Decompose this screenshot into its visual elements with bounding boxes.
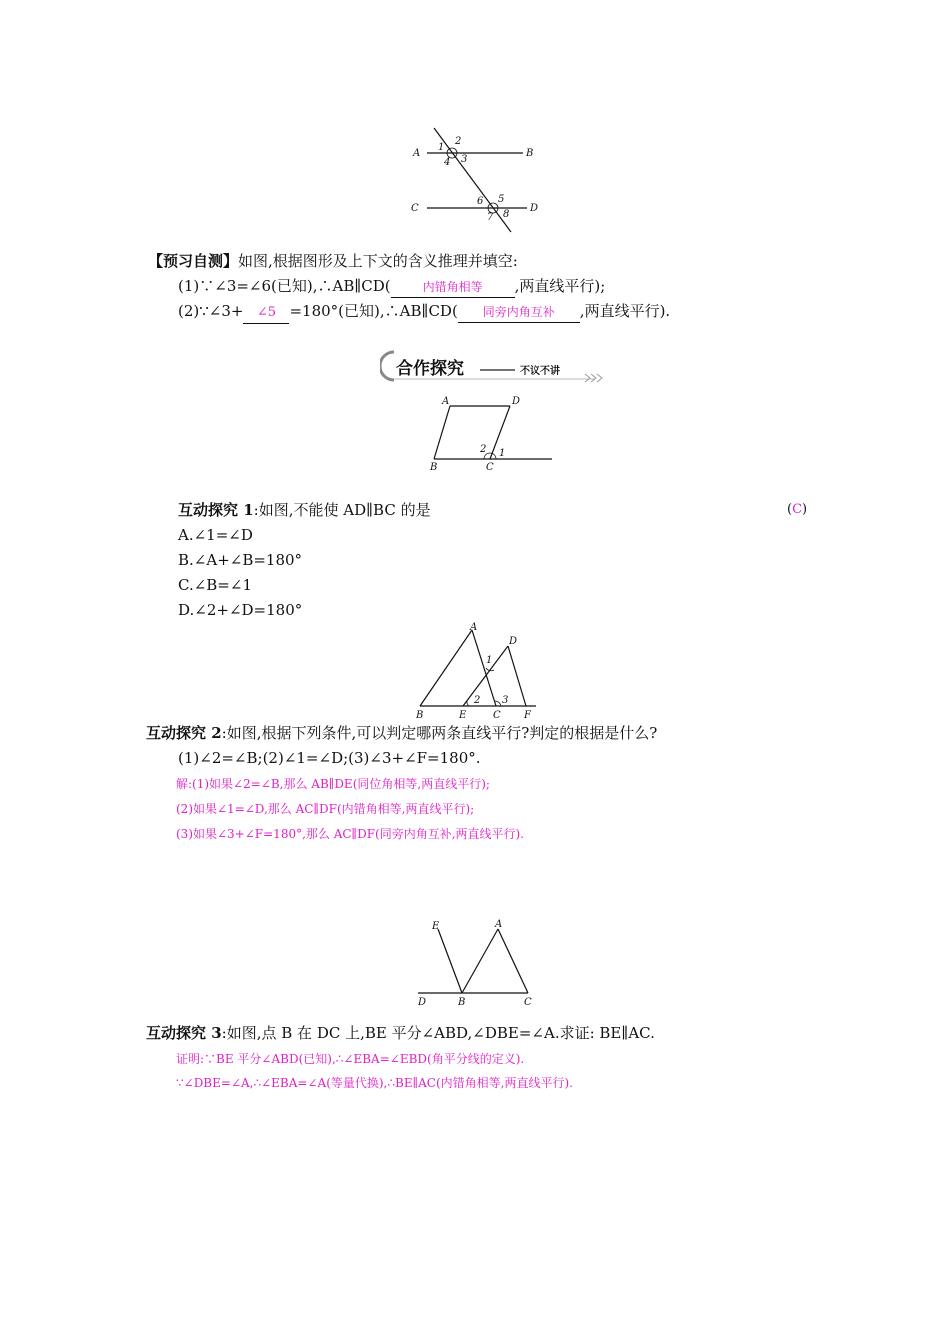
- fig3-label-b: B: [416, 710, 424, 721]
- explore2-solution-3: (3)如果∠3+∠F=180°,那么 AC∥DF(同旁内角互补,两直线平行).: [176, 827, 525, 841]
- fig1-angle-8: 8: [503, 209, 510, 220]
- q2-answer-blank-2: 同旁内角互补: [458, 302, 580, 323]
- fig4-label-c: C: [524, 997, 532, 1008]
- fig1-angle-3: 3: [461, 154, 468, 165]
- fig3-label-e: E: [459, 710, 467, 721]
- explore1-title: 互动探究 1: [178, 501, 254, 519]
- explore1-question-text: :如图,不能使 AD∥BC 的是: [253, 501, 431, 519]
- explore3-question: [146, 1023, 655, 1043]
- fig1-angle-2: 2: [455, 136, 462, 147]
- answer-open-paren: (: [787, 502, 793, 517]
- fig1-label-c: C: [411, 203, 419, 214]
- explore1-option-b: B.∠A+∠B=180°: [178, 551, 303, 569]
- fig1-label-a: A: [413, 148, 421, 159]
- fig2-angle-1: 1: [499, 448, 506, 459]
- fig1-label-b: B: [526, 148, 534, 159]
- explore2-solution-2: (2)如果∠1=∠D,那么 AC∥DF(内错角相等,两直线平行);: [176, 802, 475, 816]
- answer-close-paren: ): [802, 502, 808, 517]
- q2-prefix: (2)∵∠3+: [178, 302, 244, 320]
- q2-answer-blank-1: ∠5: [243, 303, 289, 324]
- explore2-question-text: :如图,根据下列条件,可以判定哪两条直线平行?判定的根据是什么?: [221, 724, 658, 742]
- fig2-label-a: A: [442, 396, 450, 407]
- figure-parallel-lines-transversal: [405, 122, 555, 237]
- explore1-answer-value: C: [792, 502, 803, 517]
- explore1-answer: [787, 500, 807, 520]
- preview-question-1: [178, 276, 605, 298]
- figure-quadrilateral: [420, 392, 560, 474]
- figure-two-triangles: [408, 618, 543, 723]
- fig3-angle-1: 1: [486, 655, 493, 666]
- fig1-angle-7: 7: [487, 212, 494, 223]
- fig4-label-a: A: [495, 919, 503, 930]
- q1-prefix: (1)∵∠3=∠6(已知),∴AB∥CD(: [178, 277, 391, 295]
- fig2-angle-2: 2: [480, 444, 487, 455]
- banner-title: 合作探究: [396, 359, 464, 379]
- explore3-proof-2: ∵∠DBE=∠A,∴∠EBA=∠A(等量代换),∴BE∥AC(内错角相等,两直线平行).: [176, 1076, 573, 1090]
- fig3-angle-2: 2: [474, 695, 481, 706]
- explore3-proof-1: 证明:∵BE 平分∠ABD(已知),∴∠EBA=∠EBD(角平分线的定义).: [176, 1052, 525, 1066]
- explore2-title: 互动探究 2: [146, 724, 222, 742]
- explore1-question: [178, 500, 431, 520]
- explore2-conditions: (1)∠2=∠B;(2)∠1=∠D;(3)∠3+∠F=180°.: [178, 749, 481, 767]
- explore3-title: 互动探究 3: [146, 1024, 222, 1042]
- fig1-angle-5: 5: [498, 194, 505, 205]
- fig3-label-f: F: [524, 710, 531, 721]
- fig3-label-c: C: [493, 710, 501, 721]
- q1-suffix: ,两直线平行);: [514, 277, 606, 295]
- preview-label: 【预习自测】: [148, 252, 239, 270]
- fig4-label-d: D: [418, 997, 427, 1008]
- fig1-angle-4: 4: [444, 157, 451, 168]
- fig3-angle-3: 3: [502, 695, 509, 706]
- explore1-option-a: A.∠1=∠D: [178, 526, 253, 544]
- preview-question-2: [178, 301, 670, 324]
- fig2-label-c: C: [486, 462, 494, 473]
- fig4-label-e: E: [432, 921, 440, 932]
- explore2-question: [146, 723, 657, 743]
- q2-middle: =180°(已知),∴AB∥CD(: [289, 302, 458, 320]
- fig3-label-a: A: [470, 622, 478, 633]
- explore2-solution-1: 解:(1)如果∠2=∠B,那么 AB∥DE(同位角相等,两直线平行);: [176, 777, 490, 791]
- fig4-label-b: B: [458, 997, 466, 1008]
- fig2-label-d: D: [512, 396, 521, 407]
- q2-suffix: ,两直线平行).: [579, 302, 671, 320]
- preview-intro-text: 如图,根据图形及上下文的含义推理并填空:: [238, 252, 518, 270]
- explore1-option-c: C.∠B=∠1: [178, 576, 252, 594]
- figure-angle-bisector: [410, 915, 540, 1010]
- fig2-label-b: B: [430, 462, 438, 473]
- section-banner: [380, 348, 610, 384]
- explore1-option-d: D.∠2+∠D=180°: [178, 601, 303, 619]
- q1-answer-blank: 内错角相等: [391, 277, 515, 298]
- preview-intro: [148, 251, 518, 271]
- explore3-question-text: :如图,点 B 在 DC 上,BE 平分∠ABD,∠DBE=∠A.求证: BE∥AC.: [221, 1024, 655, 1042]
- fig3-label-d: D: [509, 636, 518, 647]
- banner-subtitle: 不议不讲: [520, 366, 560, 377]
- fig1-angle-6: 6: [477, 196, 484, 207]
- fig1-label-d: D: [530, 203, 539, 214]
- fig1-angle-1: 1: [438, 142, 445, 153]
